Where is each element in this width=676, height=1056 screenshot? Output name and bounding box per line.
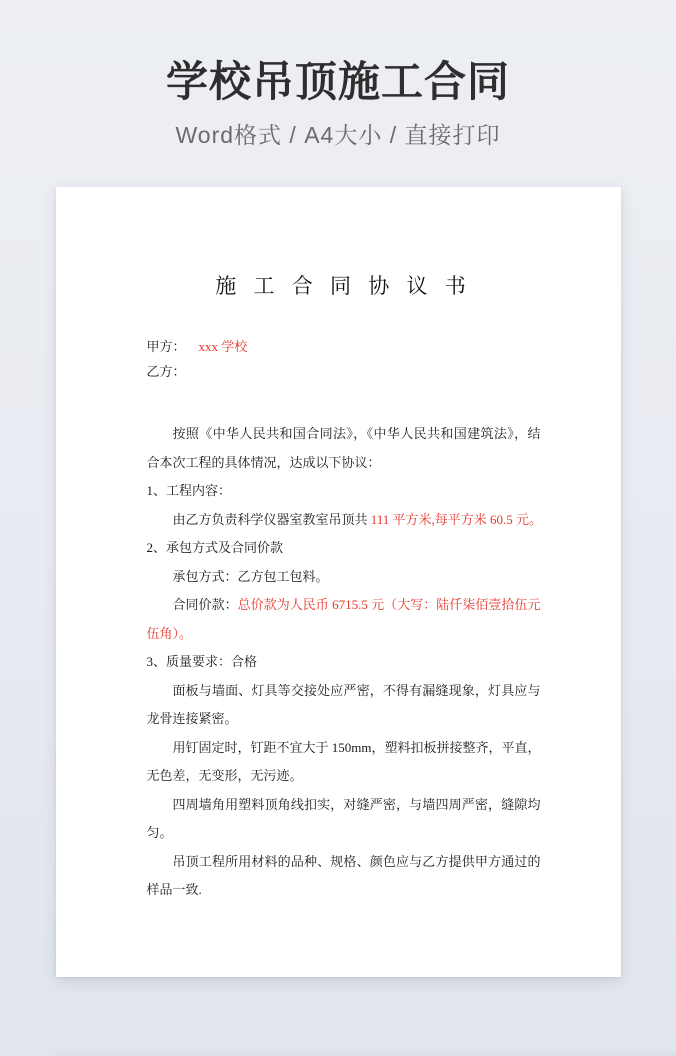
text-segment: 承包方式：乙方包工包料。 (172, 568, 329, 584)
next-card-edge (55, 1051, 676, 1056)
doc-line (147, 563, 541, 592)
doc-line (147, 477, 541, 506)
highlighted-text: 总价款为人民币 6715.5 元（大写：陆仟柒佰壹拾伍元伍角）。 (146, 597, 541, 641)
product-title: 学校吊顶施工合同 (165, 58, 510, 105)
doc-body (147, 334, 541, 905)
document-title: 施 工 合 同 协 议 书 (215, 274, 472, 298)
text-segment: 面板与墙面、灯具等交接处应严密，不得有漏缝现象，灯具应与龙骨连接紧密。 (146, 682, 541, 726)
text-segment: 吊顶工程所用材料的品种、规格、颜色应与乙方提供甲方通过的样品一致. (146, 853, 541, 897)
highlighted-text: 111 平方米,每平方米 60.5 元。 (370, 511, 543, 527)
doc-line (147, 791, 541, 848)
product-subtitle: Word格式 / A4大小 / 直接打印 (175, 122, 501, 148)
text-segment: 由乙方负责科学仪器室教室吊顶共 (172, 511, 371, 527)
doc-line (147, 591, 541, 648)
doc-line (147, 677, 541, 734)
doc-line (147, 848, 541, 905)
doc-line (147, 648, 541, 677)
doc-line (147, 420, 541, 477)
text-segment: 2、承包方式及合同价款 (146, 540, 284, 555)
doc-line (147, 334, 541, 359)
doc-line (147, 534, 541, 563)
document-page (56, 187, 621, 977)
text-segment: 合同价款： (172, 597, 238, 612)
text-segment: 3、质量要求：合格 (146, 654, 258, 669)
doc-line (147, 734, 541, 791)
text-segment: 四周墙角用塑料顶角线扣实，对缝严密，与墙四周严密，缝隙均匀。 (146, 796, 541, 840)
doc-line (147, 359, 541, 384)
promo-banner (0, 0, 676, 150)
doc-line (147, 384, 541, 420)
highlighted-text: xxx 学校 (198, 339, 248, 354)
text-segment: 1、工程内容： (146, 483, 232, 498)
text-segment: 甲方： (146, 339, 186, 354)
text-segment: 按照《中华人民共和国合同法》，《中华人民共和国建筑法》，结合本次工程的具体情况，达成以下协议： (146, 426, 541, 470)
text-segment: 乙方： (146, 364, 186, 379)
doc-line (147, 506, 541, 535)
text-segment: 用钉固定时，钉距不宜大于 150mm，塑料扣板拼接整齐，平直，无色差，无变形，无污迹。 (146, 739, 541, 783)
